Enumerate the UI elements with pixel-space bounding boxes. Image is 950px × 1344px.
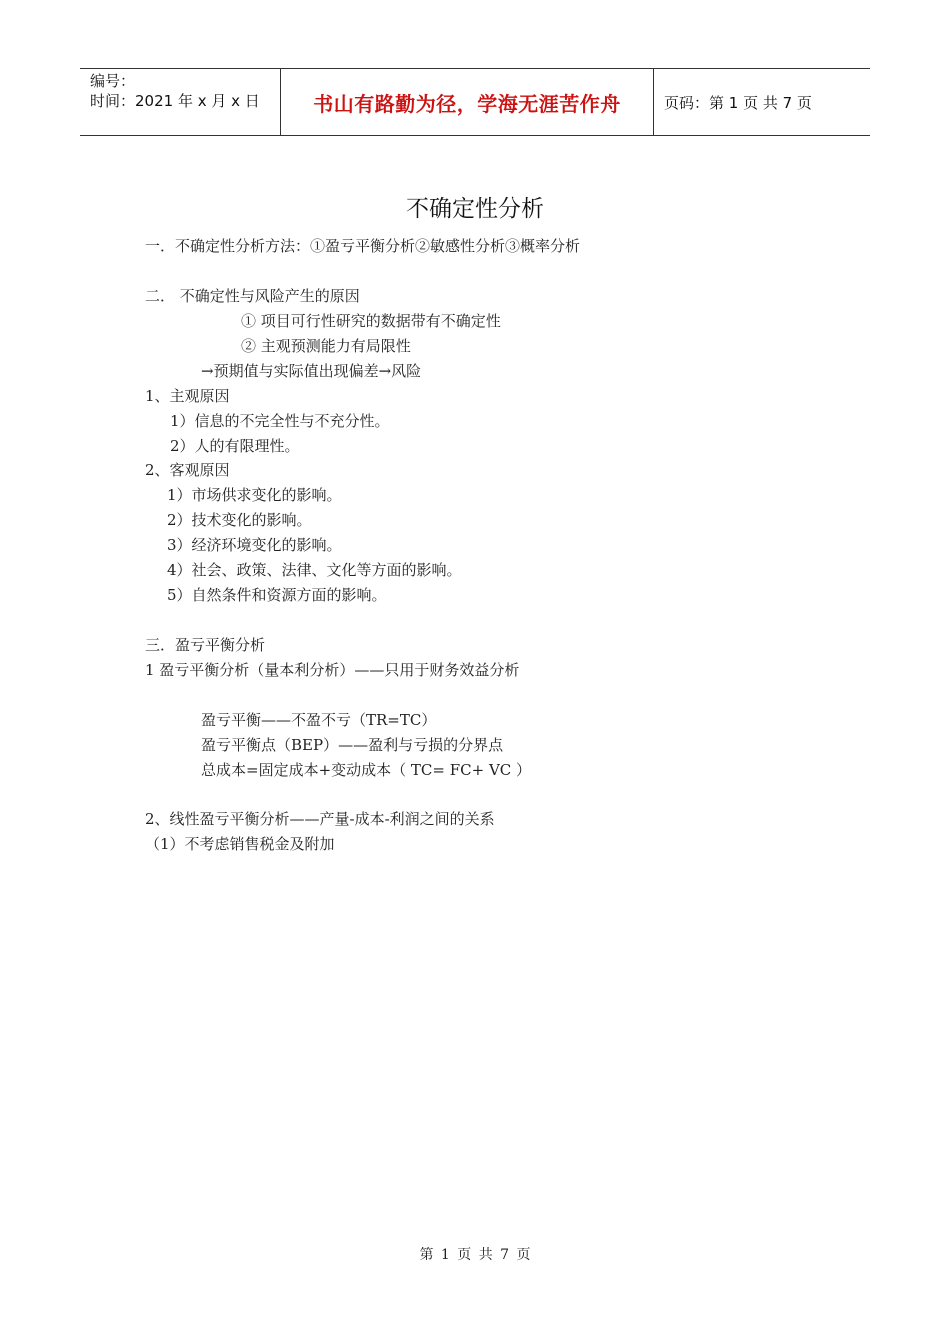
bep-definition: 盈亏平衡点（BEP）——盈利与亏损的分界点 <box>201 736 504 754</box>
breakeven-subheading: 1 盈亏平衡分析（量本利分析）——只用于财务效益分析 <box>145 661 520 679</box>
cause-item-2: ② 主观预测能力有局限性 <box>241 337 411 355</box>
objective-item-1: 1）市场供求变化的影响。 <box>167 486 342 504</box>
objective-heading: 2、客观原因 <box>145 461 230 479</box>
total-cost-formula: 总成本=固定成本+变动成本（ TC= FC+ VC ） <box>201 761 532 779</box>
cause-item-1: ① 项目可行性研究的数据带有不确定性 <box>241 312 501 330</box>
objective-item-4: 4）社会、政策、法律、文化等方面的影响。 <box>167 561 462 579</box>
objective-item-2: 2）技术变化的影响。 <box>167 511 312 529</box>
header-table <box>80 68 870 136</box>
deviation-note: →预期值与实际值出现偏差→风险 <box>201 362 422 380</box>
motto-text: 书山有路勤为径，学海无涯苦作舟 <box>313 91 621 116</box>
header-left-cell <box>80 69 281 135</box>
header-middle-cell <box>281 69 654 135</box>
subjective-item-1: 1）信息的不完全性与不充分性。 <box>170 412 390 430</box>
section-2-heading: 二． 不确定性与风险产生的原因 <box>145 287 360 305</box>
date-label: 时间：2021 年 x 月 x 日 <box>90 92 260 110</box>
subjective-item-2: 2）人的有限理性。 <box>170 437 300 455</box>
header-right-cell <box>654 69 870 135</box>
breakeven-definition: 盈亏平衡——不盈不亏（TR=TC） <box>201 711 437 729</box>
subjective-heading: 1、主观原因 <box>145 387 230 405</box>
number-label: 编号： <box>90 72 136 90</box>
document-title: 不确定性分析 <box>406 196 544 222</box>
page-code: 页码：第 1 页 共 7 页 <box>664 93 812 112</box>
page-footer: 第 1 页 共 7 页 <box>419 1247 531 1263</box>
objective-item-3: 3）经济环境变化的影响。 <box>167 536 342 554</box>
linear-breakeven-heading: 2、线性盈亏平衡分析——产量-成本-利润之间的关系 <box>145 810 495 828</box>
objective-item-5: 5）自然条件和资源方面的影响。 <box>167 586 387 604</box>
section-1-methods: 一．不确定性分析方法：①盈亏平衡分析②敏感性分析③概率分析 <box>145 237 581 255</box>
section-3-heading: 三．盈亏平衡分析 <box>145 636 266 654</box>
no-tax-item: （1）不考虑销售税金及附加 <box>145 835 335 853</box>
